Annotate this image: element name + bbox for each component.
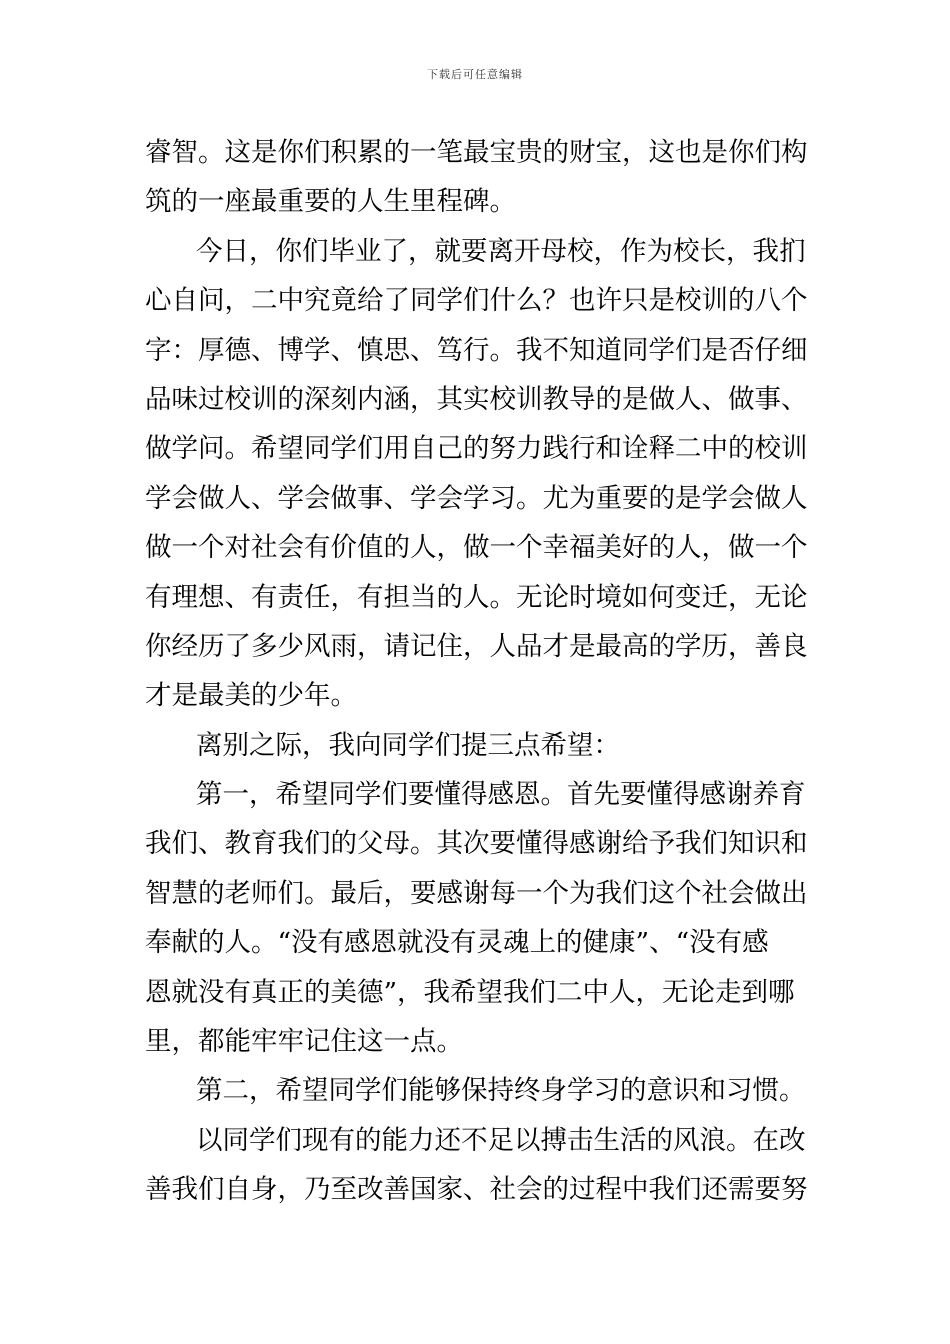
paragraph-start-line: 离别之际，我向同学们提三点希望： <box>196 729 620 761</box>
text-line: 奉献的人。“没有感恩就没有灵魂上的健康”、“没有感 <box>145 927 769 959</box>
text-line: 学会做人、学会做事、学会学习。尤为重要的是学会做人 <box>145 482 808 514</box>
text-line: 做学问。希望同学们用自己的努力践行和诠释二中的校训 <box>145 433 808 465</box>
document-body <box>145 128 810 1215</box>
text-line: 品味过校训的深刻内涵，其实校训教导的是做人、做事、 <box>145 383 808 415</box>
text-line: 你经历了多少风雨，请记住，人品才是最高的学历，善良 <box>145 630 808 662</box>
text-line: 睿智。这是你们积累的一笔最宝贵的财宝，这也是你们构 <box>145 137 808 168</box>
text-line: 才是最美的少年。 <box>145 680 357 712</box>
paragraph-start-line: 第二，希望同学们能够保持终身学习的意识和习惯。 <box>196 1075 806 1107</box>
text-line: 善我们自身，乃至改善国家、社会的过程中我们还需要努 <box>145 1174 808 1206</box>
text-line: 智慧的老师们。最后，要感谢每一个为我们这个社会做出 <box>145 877 808 909</box>
paragraph-start-line: 以同学们现有的能力还不足以搏击生活的风浪。在改 <box>196 1124 806 1156</box>
text-line: 心自问，二中究竟给了同学们什么？也许只是校训的八个 <box>145 285 808 317</box>
text-line: 我们、教育我们的父母。其次要懂得感谢给予我们知识和 <box>145 828 808 860</box>
text-line: 里，都能牢牢记住这一点。 <box>145 1026 463 1058</box>
paragraph-start-line: 第一，希望同学们要懂得感恩。首先要懂得感谢养育 <box>196 779 806 811</box>
paragraph-start-line: 今日，你们毕业了，就要离开母校，作为校长，我扪 <box>196 235 806 267</box>
text-line: 做一个对社会有价值的人，做一个幸福美好的人，做一个 <box>145 532 808 564</box>
text-line: 字：厚德、博学、慎思、笃行。我不知道同学们是否仔细 <box>145 334 808 366</box>
text-line: 有理想、有责任，有担当的人。无论时境如何变迁，无论 <box>145 581 808 613</box>
text-line: 恩就没有真正的美德”，我希望我们二中人，无论走到哪 <box>145 976 795 1008</box>
text-line: 筑的一座最重要的人生里程碑。 <box>145 186 516 218</box>
page-header-note: 下载后可任意编辑 <box>427 68 523 81</box>
